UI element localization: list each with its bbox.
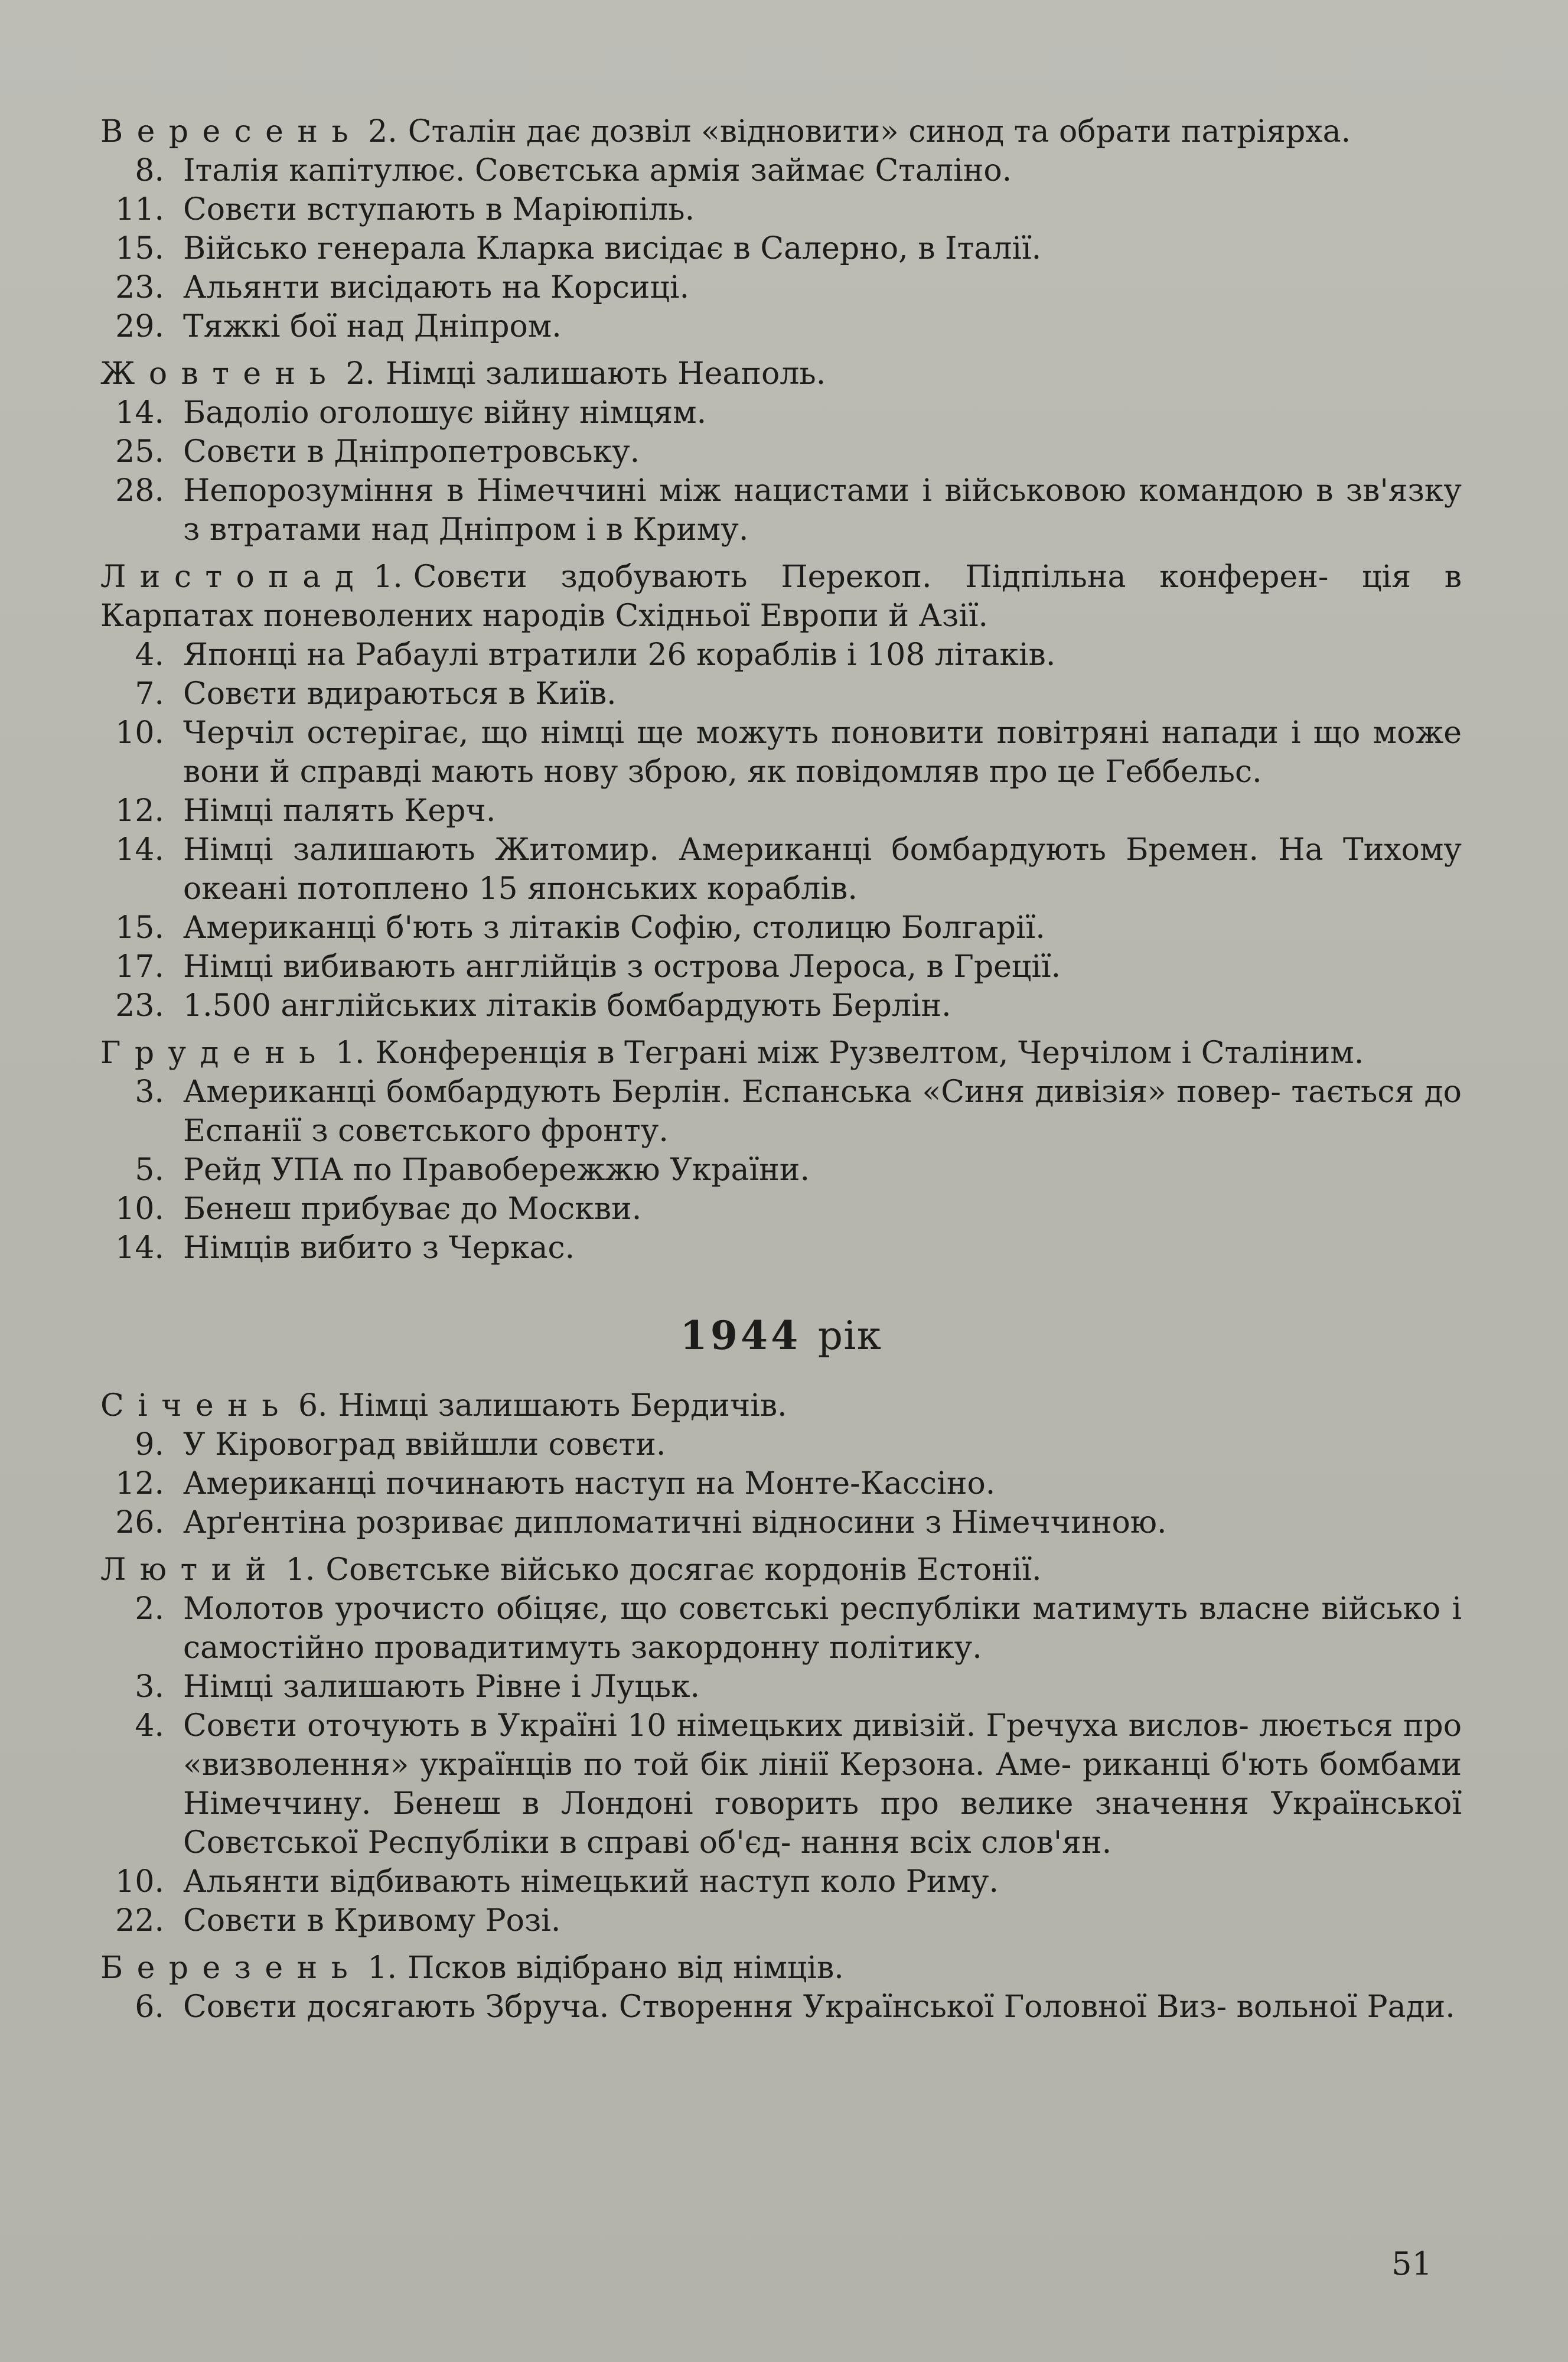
chronology-entry bbox=[100, 471, 1462, 549]
chronology-entry bbox=[100, 714, 1462, 791]
entry-day: 10. bbox=[115, 1191, 164, 1227]
entry-text: Тяжкі бої над Дніпром. bbox=[183, 309, 562, 344]
entry-day: 8. bbox=[135, 153, 164, 188]
chronology-entry bbox=[100, 1503, 1462, 1542]
entry-text: Совєти в Дніпропетровську. bbox=[183, 434, 640, 470]
entry-day: 1. bbox=[373, 559, 403, 595]
chronology-entry bbox=[100, 151, 1462, 190]
month-name: Лютий bbox=[100, 1552, 280, 1588]
month-name: Січень bbox=[100, 1388, 292, 1423]
entry-day: 23. bbox=[115, 270, 164, 305]
entry-text: Бенеш прибуває до Москви. bbox=[183, 1191, 642, 1227]
entry-text: Німці залишають Бердичів. bbox=[338, 1388, 787, 1423]
entry-text: Рейд УПА по Правобережжю України. bbox=[183, 1152, 810, 1188]
entry-day: 1. bbox=[285, 1552, 315, 1588]
entry-day: 29. bbox=[115, 309, 164, 344]
entry-day: 2. bbox=[345, 356, 375, 392]
year-word: рік bbox=[817, 1313, 882, 1358]
entry-text: Німці палять Керч. bbox=[183, 793, 496, 829]
entry-text: Японці на Рабаулі втратили 26 кораблів і 108 літаків. bbox=[183, 637, 1056, 673]
entry-text: Німці вибивають англійців з острова Лероса, в Греції. bbox=[183, 949, 1061, 985]
year-heading bbox=[100, 1309, 1462, 1363]
entry-day: 12. bbox=[115, 1466, 164, 1501]
entry-text: Совєти здобувають Перекоп. Підпільна конферен- ція в Карпатах поневолених народів Східньої Европи й Азії. bbox=[100, 559, 1462, 634]
entry-day: 4. bbox=[135, 1708, 164, 1744]
month-name: Жовтень bbox=[100, 356, 340, 392]
page-number: 51 bbox=[1391, 2245, 1432, 2282]
entry-day: 14. bbox=[115, 1230, 164, 1266]
entry-text: Німців вибито з Черкас. bbox=[183, 1230, 575, 1266]
month-entry bbox=[100, 354, 1462, 393]
entry-day: 5. bbox=[135, 1152, 164, 1188]
chronology-entry bbox=[100, 1229, 1462, 1268]
entry-day: 6. bbox=[135, 1989, 164, 2025]
entry-day: 28. bbox=[115, 473, 164, 509]
entry-day: 14. bbox=[115, 395, 164, 431]
entry-day: 25. bbox=[115, 434, 164, 470]
entry-day: 23. bbox=[115, 988, 164, 1024]
chronology-entry bbox=[100, 1073, 1462, 1151]
month-name: Березень bbox=[100, 1950, 362, 1986]
entry-day: 6. bbox=[298, 1388, 328, 1423]
month-name: Грудень bbox=[100, 1035, 330, 1071]
entry-text: Військо генерала Кларка висідає в Салерно, в Італії. bbox=[183, 231, 1042, 266]
entry-day: 22. bbox=[115, 1903, 164, 1939]
chronology-entry bbox=[100, 636, 1462, 675]
entry-day: 1. bbox=[367, 1950, 397, 1986]
chronology-entry bbox=[100, 675, 1462, 714]
entry-day: 4. bbox=[135, 637, 164, 673]
entry-day: 11. bbox=[115, 192, 164, 227]
entry-text: Американці починають наступ на Монте-Кассіно. bbox=[183, 1466, 996, 1501]
entry-text: Совєти вдираються в Київ. bbox=[183, 676, 617, 712]
month-name: Вересень bbox=[100, 114, 363, 149]
entry-day: 15. bbox=[115, 231, 164, 266]
chronology-entry bbox=[100, 1901, 1462, 1940]
chronology-entry bbox=[100, 986, 1462, 1025]
chronology-entry bbox=[100, 830, 1462, 908]
month-entry bbox=[100, 112, 1462, 151]
chronology-1944 bbox=[100, 1386, 1462, 2027]
chronology-entry bbox=[100, 268, 1462, 307]
month-entry bbox=[100, 1034, 1462, 1073]
chronology-entry bbox=[100, 1425, 1462, 1464]
chronology-entry bbox=[100, 393, 1462, 432]
entry-text: У Кіровоград ввійшли совєти. bbox=[183, 1427, 666, 1462]
entry-day: 10. bbox=[115, 1864, 164, 1900]
entry-text: Альянти відбивають німецький наступ коло Риму. bbox=[183, 1864, 999, 1900]
chronology-entry bbox=[100, 1151, 1462, 1190]
entry-text: Альянти висідають на Корсиці. bbox=[183, 270, 690, 305]
year-number: 1944 bbox=[680, 1312, 801, 1358]
entry-day: 2. bbox=[135, 1591, 164, 1627]
entry-text: Німці залишають Рівне і Луцьк. bbox=[183, 1669, 700, 1705]
entry-text: Совєтське військо досягає кордонів Естонії. bbox=[325, 1552, 1042, 1588]
chronology-entry bbox=[100, 1706, 1462, 1862]
entry-day: 14. bbox=[115, 832, 164, 868]
entry-text: Німці залишають Житомир. Американці бомбардують Бремен. На Тихому океані потоплено 15 японських кораблів. bbox=[183, 832, 1462, 907]
chronology-entry bbox=[100, 190, 1462, 229]
entry-day: 3. bbox=[135, 1074, 164, 1110]
entry-text: Совєти вступають в Маріюпіль. bbox=[183, 192, 695, 227]
chronology-entry bbox=[100, 432, 1462, 471]
entry-day: 12. bbox=[115, 793, 164, 829]
month-entry bbox=[100, 1550, 1462, 1589]
chronology-entry bbox=[100, 947, 1462, 986]
entry-day: 10. bbox=[115, 715, 164, 751]
chronology-content bbox=[100, 112, 1462, 2027]
entry-text: Молотов урочисто обіцяє, що совєтські республіки матимуть власне військо і самостійно провадитимуть закордонну політику. bbox=[183, 1591, 1462, 1666]
entry-text: Совєти оточують в Україні 10 німецьких дивізій. Гречуха вислов- люється про «визволення» українців по той бік лінії Керзона. Аме- риканці б'ють бомбами Німеччину. Бенеш в Лондоні говорить про велике значення Української Совєтської Республіки в справі об'єд- нання всіх слов'ян. bbox=[183, 1708, 1462, 1861]
entry-text: Арґентіна розриває дипломатичні відносини з Німеччиною. bbox=[183, 1505, 1167, 1540]
entry-day: 9. bbox=[135, 1427, 164, 1462]
chronology-entry bbox=[100, 1190, 1462, 1229]
entry-text: Американці б'ють з літаків Софію, столицю Болгарії. bbox=[183, 910, 1045, 946]
chronology-entry bbox=[100, 1862, 1462, 1901]
entry-day: 7. bbox=[135, 676, 164, 712]
chronology-entry bbox=[100, 229, 1462, 268]
entry-text: Псков відібрано від німців. bbox=[407, 1950, 844, 1986]
entry-text: Совєти досягають Збруча. Створення Української Головної Виз- вольної Ради. bbox=[183, 1989, 1455, 2025]
chronology-entry bbox=[100, 1464, 1462, 1503]
chronology-entry bbox=[100, 1988, 1462, 2027]
entry-day: 3. bbox=[135, 1669, 164, 1705]
entry-day: 2. bbox=[368, 114, 397, 149]
entry-text: Черчіл остерігає, що німці ще можуть поновити повітряні напади і що може вони й справді мають нову зброю, як повідомляв про це Геббельс. bbox=[183, 715, 1462, 790]
entry-text: Конференція в Теграні між Рузвелтом, Черчілом і Сталіним. bbox=[375, 1035, 1364, 1071]
entry-day: 1. bbox=[335, 1035, 365, 1071]
chronology-entry bbox=[100, 791, 1462, 830]
chronology-entry bbox=[100, 1667, 1462, 1706]
entry-text: Совєти в Кривому Розі. bbox=[183, 1903, 561, 1939]
entry-text: Бадоліо оголошує війну німцям. bbox=[183, 395, 707, 431]
chronology-entry bbox=[100, 1589, 1462, 1667]
month-entry bbox=[100, 1386, 1462, 1425]
month-entry bbox=[100, 1949, 1462, 1988]
chronology-entry bbox=[100, 307, 1462, 346]
entry-text: Німці залишають Неаполь. bbox=[385, 356, 826, 392]
entry-text: Сталін дає дозвіл «відновити» синод та обрати патріярха. bbox=[408, 114, 1351, 149]
month-entry bbox=[100, 558, 1462, 636]
chronology-entry bbox=[100, 908, 1462, 947]
entry-day: 17. bbox=[115, 949, 164, 985]
entry-text: Італія капітулює. Совєтська армія займає Сталіно. bbox=[183, 153, 1012, 188]
month-name: Листопад bbox=[100, 559, 368, 595]
chronology-1943 bbox=[100, 112, 1462, 1268]
entry-text: Непорозуміння в Німеччині між нацистами і військовою командою в зв'язку з втратами над Дніпром і в Криму. bbox=[183, 473, 1462, 548]
entry-day: 26. bbox=[115, 1505, 164, 1540]
entry-day: 15. bbox=[115, 910, 164, 946]
entry-text: Американці бомбардують Берлін. Еспанська «Синя дивізія» повер- тається до Еспанії з совєтського фронту. bbox=[183, 1074, 1462, 1149]
entry-text: 1.500 англійських літаків бомбардують Берлін. bbox=[183, 988, 951, 1024]
